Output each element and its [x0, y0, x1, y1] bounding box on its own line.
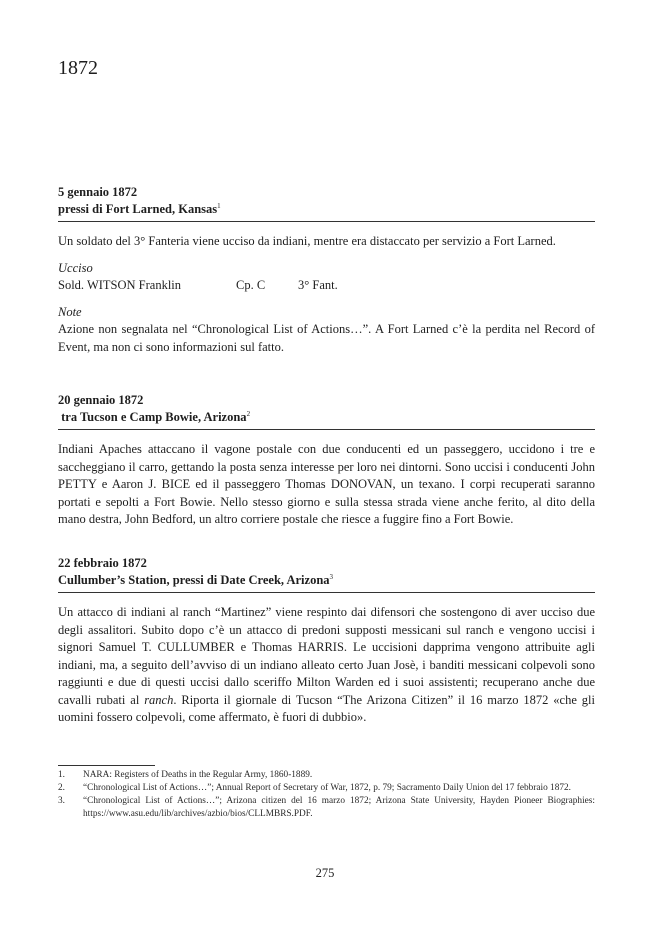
footnote-3	[58, 795, 595, 821]
entry-place: tra Tucson e Camp Bowie, Arizona	[61, 410, 247, 424]
killed-company: Cp. C	[236, 278, 266, 292]
footnote-text: NARA: Registers of Deaths in the Regular Army, 1860-1889.	[83, 770, 313, 780]
entry-1	[58, 184, 595, 356]
entry-header	[58, 555, 595, 593]
entry-place-line	[58, 201, 595, 218]
note-text: Azione non segnalata nel “Chronological List of Actions…”. A Fort Larned c’è la perdita nel Record of Event, ma non ci sono informazioni sul fatto.	[58, 322, 595, 354]
footnote-number: 2.	[58, 783, 65, 793]
entry-place-line	[58, 409, 595, 426]
footnote-1	[58, 769, 595, 782]
note-label: Note	[58, 304, 82, 319]
entry-text: Un soldato del 3° Fanteria viene ucciso da indiani, mentre era distaccato per servizio a Fort Larned.	[58, 234, 556, 248]
footnote-divider	[58, 765, 155, 766]
entry-text-part: Un attacco di indiani al ranch “Martinez” viene respinto dai difensori che sostengono di aver ucciso due degli assalitori. Subito dopo c’è un attacco di predoni supposti messicani sul ranch e vengono uccisi i signori Samuel T. CULLUMBER e Thomas HARRIS. Le uccisioni dapprima vengono attribuite agli indiani, ma, a seguito dell’avviso di un indiano alleato certo Juan Josè, i banditi messicani colpevoli sono raggiunti e due di questi uccisi dallo sceriffo Milton Warden ed i suoi assistenti; recuperano anche due cavalli rubati al	[58, 605, 595, 707]
footnote-number: 1.	[58, 770, 65, 780]
footnote-number: 3.	[58, 796, 65, 806]
footnote-text: “Chronological List of Actions…”; Annual Report of Secretary of War, 1872, p. 79; Sacramento Daily Union del 17 febbraio 1872.	[83, 783, 571, 793]
entry-header	[58, 392, 595, 430]
page-number: 275	[315, 866, 335, 880]
entry-3	[58, 555, 595, 727]
killed-name: Sold. WITSON Franklin	[58, 278, 182, 292]
entry-text-italic: ranch	[144, 692, 174, 707]
killed-unit: 3° Fant.	[298, 278, 338, 292]
entry-place-line	[58, 572, 595, 589]
entry-text: Indiani Apaches attaccano il vagone postale con due conducenti ed un passeggero, uccidono i tre e saccheggiano il carro, gettando la posta senza interesse per loro nei dintorni. Sono uccisi i conducenti John PETTY e Aaron J. BICE ed il passeggero Thomas DONOVAN, un texano. I corpi recuperati saranno portati e sepolti a Fort Bowie. Nello stesso giorno e sulla stessa strada viene anche ferito, al dito della mano destra, John Bedford, un altro corriere postale che riesce a fuggire fino a Fort Bowie.	[58, 442, 595, 526]
entry-text-part: . Riporta il giornale di Tucson “The Arizona Citizen” il 16 marzo 1872 «che gli uomini fossero colpevoli, come affermato, è fuori di dubbio».	[58, 692, 595, 724]
entry-date: 20 gennaio 1872	[58, 393, 144, 407]
footnote-text: “Chronological List of Actions…”; Arizona citizen del 16 marzo 1872; Arizona State University, Hayden Pioneer Biographies: https://www.asu.edu/lib/archives/azbio/bios/CLLMBRS.PDF.	[83, 796, 595, 819]
entry-place: Cullumber’s Station, pressi di Date Creek, Arizona	[58, 573, 330, 587]
footnotes	[58, 769, 595, 821]
killed-row	[58, 277, 595, 295]
entry-date: 22 febbraio 1872	[58, 556, 147, 570]
footnote-ref[interactable]: 2	[246, 410, 251, 418]
entry-place: pressi di Fort Larned, Kansas	[58, 202, 218, 216]
footnote-2	[58, 782, 595, 795]
footnote-ref[interactable]: 3	[329, 573, 334, 581]
killed-label: Ucciso	[58, 260, 93, 275]
entry-date: 5 gennaio 1872	[58, 185, 138, 199]
entry-text	[58, 604, 595, 727]
chapter-year: 1872	[58, 57, 98, 79]
entry-2	[58, 392, 595, 529]
footnote-ref[interactable]: 1	[217, 202, 221, 210]
entry-header	[58, 184, 595, 222]
